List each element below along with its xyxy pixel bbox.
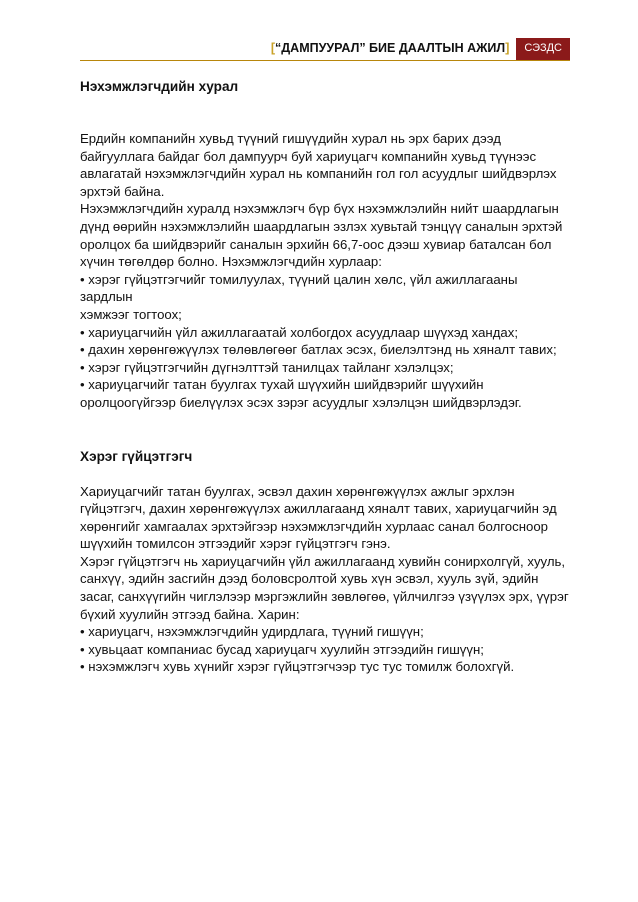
text-line: хүчин төгөлдөр болно. Нэхэмжлэгчдийн хурлаар: (80, 254, 382, 270)
text-line: гүйцэтгэгч, дахин хөрөнгөжүүлэх ажиллагаанд хяналт тавих, хариуцагчийн эд (80, 501, 557, 517)
header-divider (80, 60, 570, 61)
bullet-line: • хувьцаат компаниас бусад хариуцагч хуулийн этгээдийн гишүүн; (80, 641, 484, 657)
section-body-trustee (80, 483, 570, 677)
bracket-close: ] (505, 41, 510, 55)
text-line: засаг, санхүүгийн чиглэлээр мэргэжлийн зөвлөгөө, үйлчилгээ үзүүлэх эрх, үүрэг (80, 589, 569, 605)
page-header (271, 38, 570, 60)
text-line: дүнд өөрийн нэхэмжлэлийн шаардлагын эзлэх хувьтай тэнцүү саналын эрхтэй (80, 218, 563, 234)
bullet-line: • хариуцагчийн үйл ажиллагаатай холбогдох асуудлаар шүүхэд хандах; (80, 324, 518, 340)
text-line: оролцоогүйгээр биелүүлэх эсэх зэрэг асуудлыг хэлэлцэн шийдвэрлэдэг. (80, 394, 522, 410)
text-line: Хэрэг гүйцэтгэгч нь хариуцагчийн үйл ажиллагаанд хувийн сонирхолгүй, хууль, (80, 553, 566, 569)
bracket-open: [ (270, 41, 276, 55)
text-line: Ердийн компанийн хувьд түүний гишүүдийн хурал нь эрх барих дээд (80, 131, 501, 146)
text-line: Нэхэмжлэгчдийн хуралд нэхэмжлэгч бүр бүх нэхэмжлэлийн нийт шаардлагын (80, 201, 559, 217)
bullet-line: • хэрэг гүйцэтгэгчийг томилуулах, түүний цалин хөлс, үйл ажиллагааны зардлын (80, 271, 518, 305)
document-title (271, 38, 517, 60)
bullet-line: • хариуцагч, нэхэмжлэгчдийн удирдлага, түүний гишүүн; (80, 624, 424, 640)
text-line: Хариуцагчийг татан буулгах, эсвэл дахин хөрөнгөжүүлэх ажлыг эрхлэн (80, 483, 515, 499)
text-line: эрхтэй байна. (80, 183, 165, 199)
bullet-line: • хэрэг гүйцэтгэгчийн дүгнэлттэй танилцах тайланг хэлэлцэх; (80, 359, 454, 375)
text-line: хэмжээг тогтоох; (80, 306, 182, 322)
text-line: оролцох ба шийдвэрийг саналын эрхийн 66,7-оос дээш хувиар баталсан бол (80, 236, 552, 252)
section-body-creditors-meeting (80, 130, 570, 412)
bullet-line: • нэхэмжлэгч хувь хүнийг хэрэг гүйцэтгэгчээр тус тус томилж болохгүй. (80, 659, 515, 675)
text-line: байгууллага байдаг бол дампуурч буй хариуцагч компанийн хувьд түүнээс (80, 148, 537, 164)
section-heading-trustee: Хэрэг гүйцэтгэгч (80, 448, 193, 464)
text-line: бүхий хуулийн этгээд байна. Харин: (80, 606, 300, 622)
text-line: шүүхийн томилсон этгээдийг хэрэг гүйцэтгэгч гэнэ. (80, 536, 391, 552)
text-line: хөрөнгийг хамгаалах эрхтэйгээр нэхэмжлэгчдийн хурлаас санал болгосноор (80, 518, 549, 534)
text-line: санхүү, эдийн засгийн дээд боловсролтой хувь хүн эсвэл, хууль зүй, эдийн (80, 571, 539, 587)
document-title-text: “ДАМПУУРАЛ” БИЕ ДААЛТЫН АЖИЛ (275, 41, 506, 55)
document-body (80, 78, 570, 676)
text-line: авлагатай нэхэмжлэгчдийн хурал нь компанийн гол гол асуудлыг шийдвэрлэх (80, 166, 557, 182)
section-heading-creditors-meeting: Нэхэмжлэгчдийн хурал (80, 79, 239, 94)
bullet-line: • хариуцагчийг татан буулгах тухай шүүхийн шийдвэрийг шүүхийн (80, 377, 484, 393)
header-tag: СЭЗДС (516, 38, 570, 60)
bullet-line: • дахин хөрөнгөжүүлэх төлөвлөгөөг батлах эсэх, биелэлтэнд нь хяналт тавих; (80, 342, 557, 358)
